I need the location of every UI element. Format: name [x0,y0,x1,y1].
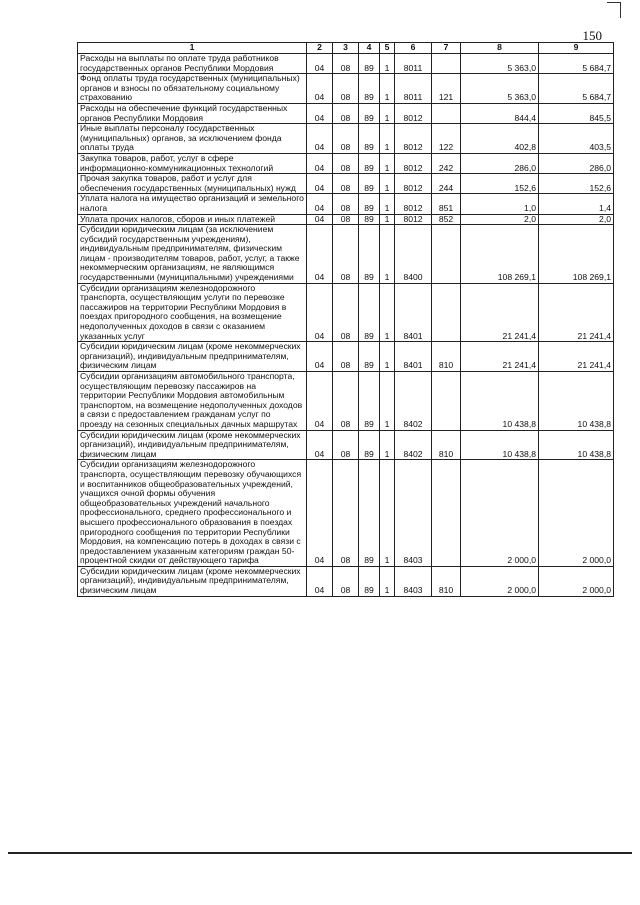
row-name-cell: Расходы на выплаты по оплате труда работников государственных органов Республики Мордовия [78,54,307,74]
table-row [78,460,614,567]
expense-type-cell [432,283,461,342]
direction-code-cell: 8012 [395,174,432,194]
expense-type-cell: 810 [432,430,461,460]
section-code-cell: 04 [307,566,333,596]
row-name-cell: Фонд оплаты труда государственных (муниципальных) органов и взносы по обязательному социальному страхованию [78,74,307,104]
row-name-cell: Уплата прочих налогов, сборов и иных платежей [78,214,307,225]
table-row [78,103,614,123]
direction-code-cell: 8401 [395,342,432,372]
amount-year-2-cell: 1,4 [539,194,614,214]
program-code-cell: 89 [359,342,380,372]
section-code-cell: 04 [307,283,333,342]
subprogram-code-cell: 1 [380,174,395,194]
table-row [78,54,614,74]
subsection-code-cell: 08 [333,342,359,372]
table-row [78,342,614,372]
section-code-cell: 04 [307,153,333,173]
row-name-cell: Иные выплаты персоналу государственных (муниципальных) органов, за исключением фонда оплаты труда [78,124,307,154]
header-row [78,43,614,54]
amount-year-2-cell: 286,0 [539,153,614,173]
header-cell: 8 [461,43,539,54]
table-row [78,194,614,214]
expense-type-cell [432,225,461,284]
table-row [78,566,614,596]
direction-code-cell: 8011 [395,54,432,74]
subsection-code-cell: 08 [333,54,359,74]
subsection-code-cell: 08 [333,74,359,104]
expense-type-cell [432,372,461,431]
table-body [78,54,614,597]
row-name-cell: Субсидии организациям железнодорожного транспорта, осуществляющим услуги по перевозке пассажиров на территории Республики Мордовия в поездах пригородного сообщения, на возмещение недополученных доходов в связи с оказанием указанных услуг [78,283,307,342]
program-code-cell: 89 [359,74,380,104]
subsection-code-cell: 08 [333,460,359,567]
program-code-cell: 89 [359,153,380,173]
expense-type-cell [432,54,461,74]
table-row [78,74,614,104]
amount-year-2-cell: 2 000,0 [539,566,614,596]
expense-type-cell: 121 [432,74,461,104]
table-row [78,124,614,154]
subsection-code-cell: 08 [333,214,359,225]
section-code-cell: 04 [307,214,333,225]
section-code-cell: 04 [307,103,333,123]
program-code-cell: 89 [359,214,380,225]
direction-code-cell: 8402 [395,430,432,460]
amount-year-2-cell: 2,0 [539,214,614,225]
subsection-code-cell: 08 [333,225,359,284]
subprogram-code-cell: 1 [380,372,395,431]
subprogram-code-cell: 1 [380,214,395,225]
table-row [78,430,614,460]
subprogram-code-cell: 1 [380,342,395,372]
row-name-cell: Субсидии юридическим лицам (кроме некоммерческих организаций), индивидуальным предпринимателям, физическим лицам [78,566,307,596]
amount-year-2-cell: 845,5 [539,103,614,123]
direction-code-cell: 8011 [395,74,432,104]
subprogram-code-cell: 1 [380,194,395,214]
header-cell: 1 [78,43,307,54]
row-name-cell: Субсидии юридическим лицам (кроме некоммерческих организаций), индивидуальным предпринимателям, физическим лицам [78,342,307,372]
expense-type-cell: 852 [432,214,461,225]
amount-year-2-cell: 108 269,1 [539,225,614,284]
subsection-code-cell: 08 [333,283,359,342]
program-code-cell: 89 [359,225,380,284]
program-code-cell: 89 [359,174,380,194]
amount-year-2-cell: 21 241,4 [539,342,614,372]
row-name-cell: Прочая закупка товаров, работ и услуг для обеспечения государственных (муниципальных) нужд [78,174,307,194]
expense-type-cell: 810 [432,342,461,372]
section-code-cell: 04 [307,430,333,460]
program-code-cell: 89 [359,283,380,342]
program-code-cell: 89 [359,103,380,123]
section-code-cell: 04 [307,74,333,104]
table-row [78,153,614,173]
amount-year-2-cell: 21 241,4 [539,283,614,342]
amount-year-1-cell: 5 363,0 [461,54,539,74]
direction-code-cell: 8403 [395,566,432,596]
header-cell: 6 [395,43,432,54]
subsection-code-cell: 08 [333,372,359,431]
subsection-code-cell: 08 [333,153,359,173]
direction-code-cell: 8403 [395,460,432,567]
row-name-cell: Уплата налога на имущество организаций и земельного налога [78,194,307,214]
subsection-code-cell: 08 [333,103,359,123]
table-row [78,225,614,284]
header-cell: 9 [539,43,614,54]
subprogram-code-cell: 1 [380,283,395,342]
header-cell: 2 [307,43,333,54]
amount-year-2-cell: 5 684,7 [539,54,614,74]
page-number: 150 [582,28,602,43]
program-code-cell: 89 [359,124,380,154]
amount-year-1-cell: 2 000,0 [461,566,539,596]
footer-rule [8,852,632,854]
amount-year-1-cell: 21 241,4 [461,342,539,372]
amount-year-1-cell: 10 438,8 [461,372,539,431]
header-cell: 7 [432,43,461,54]
amount-year-1-cell: 2,0 [461,214,539,225]
subprogram-code-cell: 1 [380,430,395,460]
direction-code-cell: 8402 [395,372,432,431]
subprogram-code-cell: 1 [380,460,395,567]
corner-mark [607,2,621,3]
amount-year-2-cell: 10 438,8 [539,372,614,431]
expense-type-cell: 851 [432,194,461,214]
subsection-code-cell: 08 [333,174,359,194]
corner-mark-vertical [620,2,621,18]
program-code-cell: 89 [359,54,380,74]
header-cell: 5 [380,43,395,54]
subprogram-code-cell: 1 [380,74,395,104]
section-code-cell: 04 [307,342,333,372]
amount-year-1-cell: 152,6 [461,174,539,194]
expense-type-cell [432,103,461,123]
program-code-cell: 89 [359,430,380,460]
amount-year-1-cell: 10 438,8 [461,430,539,460]
amount-year-1-cell: 5 363,0 [461,74,539,104]
expense-type-cell: 242 [432,153,461,173]
subsection-code-cell: 08 [333,124,359,154]
subprogram-code-cell: 1 [380,54,395,74]
expense-type-cell: 810 [432,566,461,596]
subprogram-code-cell: 1 [380,153,395,173]
section-code-cell: 04 [307,225,333,284]
row-name-cell: Расходы на обеспечение функций государственных органов Республики Мордовия [78,103,307,123]
table-row [78,372,614,431]
table-row [78,174,614,194]
amount-year-2-cell: 10 438,8 [539,430,614,460]
expense-type-cell: 244 [432,174,461,194]
amount-year-2-cell: 403,5 [539,124,614,154]
program-code-cell: 89 [359,566,380,596]
direction-code-cell: 8401 [395,283,432,342]
amount-year-2-cell: 152,6 [539,174,614,194]
expense-type-cell: 122 [432,124,461,154]
amount-year-1-cell: 402,8 [461,124,539,154]
subsection-code-cell: 08 [333,194,359,214]
program-code-cell: 89 [359,460,380,567]
subprogram-code-cell: 1 [380,103,395,123]
amount-year-1-cell: 844,4 [461,103,539,123]
amount-year-2-cell: 5 684,7 [539,74,614,104]
amount-year-1-cell: 286,0 [461,153,539,173]
row-name-cell: Закупка товаров, работ, услуг в сфере информационно-коммуникационных технологий [78,153,307,173]
subprogram-code-cell: 1 [380,124,395,154]
section-code-cell: 04 [307,174,333,194]
subsection-code-cell: 08 [333,566,359,596]
amount-year-1-cell: 108 269,1 [461,225,539,284]
direction-code-cell: 8012 [395,194,432,214]
subsection-code-cell: 08 [333,430,359,460]
section-code-cell: 04 [307,124,333,154]
expense-type-cell [432,460,461,567]
section-code-cell: 04 [307,54,333,74]
direction-code-cell: 8400 [395,225,432,284]
direction-code-cell: 8012 [395,214,432,225]
table-row [78,283,614,342]
amount-year-1-cell: 1,0 [461,194,539,214]
amount-year-1-cell: 21 241,4 [461,283,539,342]
direction-code-cell: 8012 [395,103,432,123]
section-code-cell: 04 [307,372,333,431]
budget-table [77,42,614,597]
header-cell: 4 [359,43,380,54]
direction-code-cell: 8012 [395,124,432,154]
program-code-cell: 89 [359,372,380,431]
header-cell: 3 [333,43,359,54]
direction-code-cell: 8012 [395,153,432,173]
amount-year-2-cell: 2 000,0 [539,460,614,567]
table-row [78,214,614,225]
program-code-cell: 89 [359,194,380,214]
subprogram-code-cell: 1 [380,225,395,284]
row-name-cell: Субсидии юридическим лицам (за исключением субсидий государственным учреждениям), индивидуальным предпринимателям, физическим лицам - производителям товаров, работ, услуг, а также некоммерческим организациям, не являющимся государственными (муниципальными) учреждениями [78,225,307,284]
subprogram-code-cell: 1 [380,566,395,596]
section-code-cell: 04 [307,194,333,214]
amount-year-1-cell: 2 000,0 [461,460,539,567]
row-name-cell: Субсидии организациям автомобильного транспорта, осуществляющим перевозку пассажиров на территории Республики Мордовия автомобильным транспортом, на возмещение недополученных доходов в связи с предоставлением гражданам услуг по проезду на сезонных специальных дачных маршрутах [78,372,307,431]
section-code-cell: 04 [307,460,333,567]
row-name-cell: Субсидии юридическим лицам (кроме некоммерческих организаций), индивидуальным предпринимателям, физическим лицам [78,430,307,460]
row-name-cell: Субсидии организациям железнодорожного транспорта, осуществляющим перевозку обучающихся и воспитанников общеобразовательных учреждений, учащихся очной формы обучения общеобразовательных учреждений начального профессионального, среднего профессионального и высшего профессионального образования в поездах пригородного сообщения по территории Республики Мордовия, на компенсацию потерь в доходах в связи с предоставлением указанным категориям граждан 50-процентной скидки от действующего тарифа [78,460,307,567]
